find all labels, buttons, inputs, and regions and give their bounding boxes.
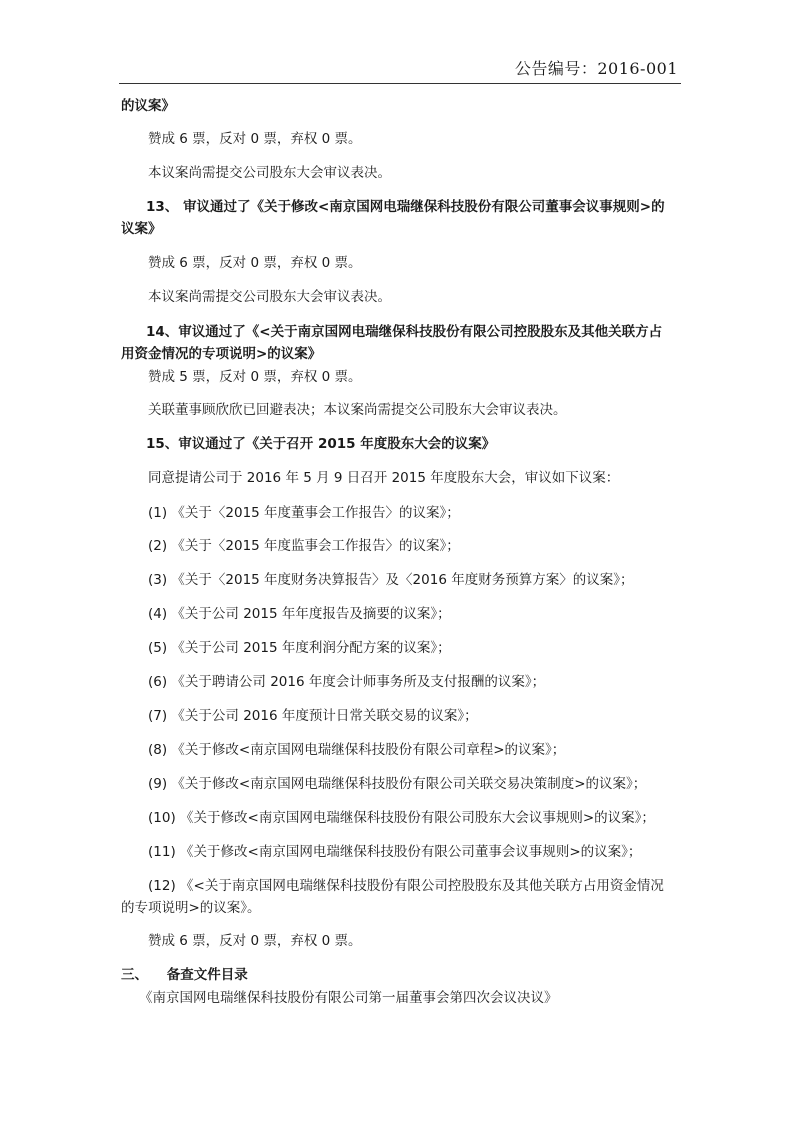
agenda-item: (6) 《关于聘请公司 2016 年度会计师事务所及支付报酬的议案》； bbox=[148, 674, 546, 690]
agenda-item: (5) 《关于公司 2015 年度利润分配方案的议案》； bbox=[148, 640, 451, 656]
agenda-item-continued: 的专项说明>的议案》。 bbox=[121, 900, 261, 916]
agenda-item: (12) 《<关于南京国网电瑞继保科技股份有限公司控股股东及其他关联方占用资金情况 bbox=[148, 878, 664, 894]
text-line: 本议案尚需提交公司股东大会审议表决。 bbox=[148, 289, 391, 305]
agenda-item: (10) 《关于修改<南京国网电瑞继保科技股份有限公司股东大会议事规则>的议案》； bbox=[148, 810, 655, 826]
agenda-item: (1) 《关于〈2015 年度董事会工作报告〉的议案》； bbox=[148, 505, 460, 521]
text-line: 本议案尚需提交公司股东大会审议表决。 bbox=[148, 165, 391, 181]
agenda-item: (9) 《关于修改<南京国网电瑞继保科技股份有限公司关联交易决策制度>的议案》； bbox=[148, 776, 647, 792]
text-line: 赞成 6 票，反对 0 票，弃权 0 票。 bbox=[148, 255, 362, 271]
agenda-item: (8) 《关于修改<南京国网电瑞继保科技股份有限公司章程>的议案》； bbox=[148, 742, 566, 758]
agenda-item: (11) 《关于修改<南京国网电瑞继保科技股份有限公司董事会议事规则>的议案》； bbox=[148, 844, 642, 860]
agenda-item: (2) 《关于〈2015 年度监事会工作报告〉的议案》； bbox=[148, 538, 460, 554]
text-line: 《南京国网电瑞继保科技股份有限公司第一届董事会第四次会议决议》 bbox=[139, 990, 558, 1006]
agenda-item: (7) 《关于公司 2016 年度预计日常关联交易的议案》； bbox=[148, 708, 478, 724]
text-line: 关联董事顾欣欣已回避表决；本议案尚需提交公司股东大会审议表决。 bbox=[148, 402, 567, 418]
resolution-heading: 13、 审议通过了《关于修改<南京国网电瑞继保科技股份有限公司董事会议事规则>的 bbox=[146, 199, 665, 215]
text-line: 同意提请公司于 2016 年 5 月 9 日召开 2015 年度股东大会，审议如下议案： bbox=[148, 470, 620, 486]
text-line: 赞成 6 票，反对 0 票，弃权 0 票。 bbox=[148, 933, 362, 949]
text-line: 赞成 6 票，反对 0 票，弃权 0 票。 bbox=[148, 131, 362, 147]
resolution-heading: 14、审议通过了《<关于南京国网电瑞继保科技股份有限公司控股股东及其他关联方占 bbox=[146, 324, 663, 340]
text-line: 的议案》 bbox=[121, 98, 175, 114]
text-line: 议案》 bbox=[121, 221, 162, 237]
header-rule bbox=[119, 83, 681, 84]
announcement-number: 公告编号：2016-001 bbox=[514, 59, 678, 78]
agenda-item: (4) 《关于公司 2015 年年度报告及摘要的议案》； bbox=[148, 606, 451, 622]
text-line: 用资金情况的专项说明>的议案》 bbox=[121, 346, 322, 362]
resolution-heading: 15、审议通过了《关于召开 2015 年度股东大会的议案》 bbox=[146, 436, 496, 452]
section-heading: 三、 备查文件目录 bbox=[121, 967, 248, 983]
agenda-item: (3) 《关于〈2015 年度财务决算报告〉及〈2016 年度财务预算方案〉的议案》； bbox=[148, 572, 634, 588]
text-line: 赞成 5 票，反对 0 票，弃权 0 票。 bbox=[148, 369, 362, 385]
